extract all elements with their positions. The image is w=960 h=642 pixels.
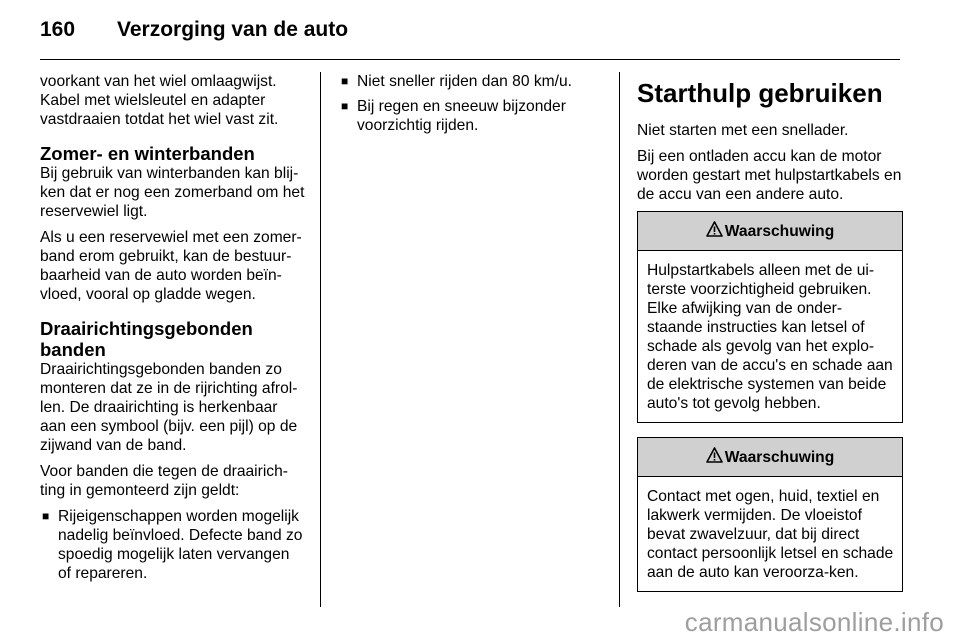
- warning-title: Waarschuwing: [724, 222, 835, 240]
- warning-header: [638, 438, 902, 477]
- paragraph: Bij een ontladen accu kan de motor worden gestart met hulpstartkabels en de accu van een andere auto.: [637, 148, 902, 203]
- paragraph: Draairichtingsgebonden banden zo monteren dat ze in de rijrichting afrol-len. De draairichting is herkenbaar aan een symbool (bijv. een pijl) op de zijwand van de band.: [40, 361, 298, 454]
- column-2: [339, 72, 604, 141]
- bullet-square-icon: ■: [341, 74, 349, 88]
- warning-triangle-icon: [706, 447, 723, 468]
- watermark: carmanualsonline.info: [684, 607, 944, 637]
- list-item: [40, 507, 305, 583]
- list-item: [339, 72, 604, 91]
- warning-body: Hulpstartkabels alleen met de ui-terste voorzichtigheid gebruiken. Elke afwijking van de onder-staande instructies kan letsel of schade als gevolg van het explo-deren van de accu's en schade aan de elektrische systemen van beide auto's tot gevolg hebben.: [647, 262, 893, 412]
- warning-title: Waarschuwing: [724, 448, 835, 466]
- bullet-square-icon: ■: [42, 509, 50, 523]
- paragraph: Voor banden die tegen de draairich-ting in gemonteerd zijn geldt:: [40, 463, 288, 499]
- page-header-title: Verzorging van de auto: [117, 18, 349, 41]
- paragraph: Niet starten met een snellader.: [637, 122, 849, 139]
- warning-box-1: [637, 211, 903, 423]
- column-separator-2: [619, 72, 620, 607]
- column-separator-1: [320, 72, 321, 607]
- section-heading-jump-start: Starthulp gebruiken: [637, 78, 883, 108]
- header-rule: [40, 59, 900, 60]
- warning-header: [638, 212, 902, 251]
- page-number: 160: [40, 18, 76, 41]
- list-item-text: Bij regen en sneeuw bijzonder voorzichtig rijden.: [357, 98, 566, 134]
- paragraph: Als u een reservewiel met een zomer-band erom gebruikt, kan de bestuur-baarheid van de auto worden beïn-vloed, vooral op gladde wegen.: [40, 229, 302, 303]
- section-heading-directional-tyres: Draairichtingsgebonden banden: [40, 318, 253, 360]
- list-item: [339, 97, 604, 135]
- paragraph: Bij gebruik van winterbanden kan blij-ken dat er nog een zomerband om het reservewiel ligt.: [40, 165, 305, 220]
- bullet-list: [40, 507, 305, 583]
- column-1: [40, 72, 305, 589]
- warning-triangle-icon: [706, 221, 723, 242]
- list-item-text: Niet sneller rijden dan 80 km/u.: [357, 73, 572, 90]
- column-3: [637, 72, 902, 606]
- list-item-text: Rijeigenschappen worden mogelijk nadelig beïnvloed. Defecte band zo spoedig mogelijk laten vervangen of repareren.: [58, 508, 303, 582]
- bullet-square-icon: ■: [341, 99, 349, 113]
- warning-body: Contact met ogen, huid, textiel en lakwerk vermijden. De vloeistof bevat zwavelzuur, dat bij direct contact persoonlijk letsel en schade aan de auto kan veroorza-ken.: [647, 488, 894, 581]
- warning-box-2: [637, 437, 903, 592]
- paragraph: voorkant van het wiel omlaagwijst. Kabel met wielsleutel en adapter vastdraaien totdat het wiel vast zit.: [40, 73, 279, 128]
- section-heading-tyres: Zomer- en winterbanden: [40, 143, 255, 164]
- bullet-list: [339, 72, 604, 135]
